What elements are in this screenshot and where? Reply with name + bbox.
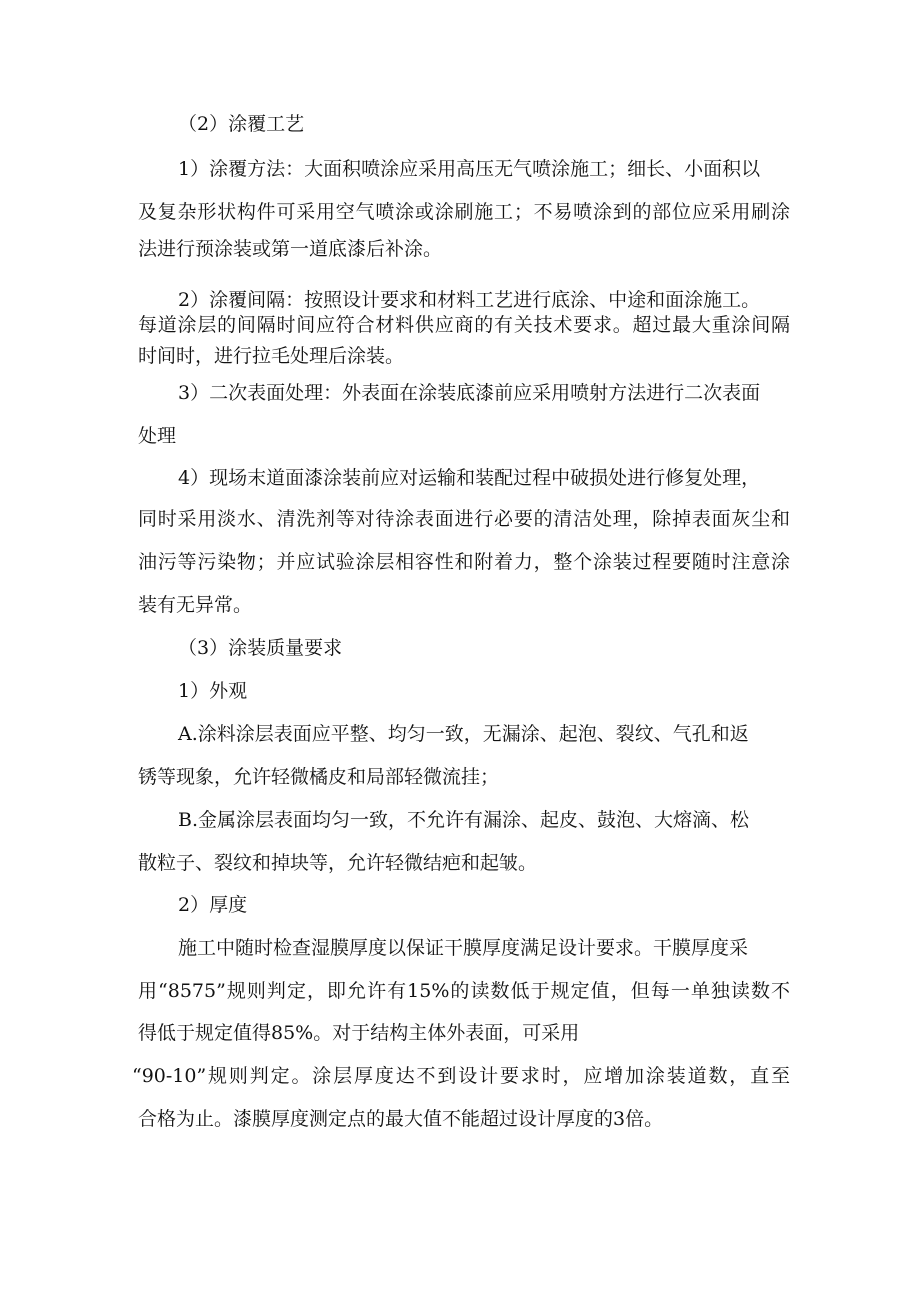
paragraph-line: 处理 (138, 425, 177, 447)
paragraph-line: 法进行预涂装或第一道底漆后补涂。 (138, 238, 443, 260)
paragraph-line: 施工中随时检查湿膜厚度以保证干膜厚度满足设计要求。干膜厚度采 (178, 937, 749, 959)
paragraph-line: 1）涂覆方法：大面积喷涂应采用高压无气喷涂施工；细长、小面积以 (178, 158, 761, 180)
paragraph-line: 合格为止。漆膜厚度测定点的最大值不能超过设计厚度的3倍。 (138, 1108, 664, 1130)
paragraph-line: 用“8575”规则判定，即允许有15%的读数低于规定值，但每一单独读数不 (138, 980, 790, 1002)
paragraph-line: 同时采用淡水、清洗剂等对待涂表面进行必要的清洁处理，除掉表面灰尘和 (138, 508, 790, 530)
paragraph-line: 得低于规定值得85%。对于结构主体外表面，可采用 (138, 1022, 580, 1044)
paragraph-line: 及复杂形状构件可采用空气喷涂或涂刷施工；不易喷涂到的部位应采用刷涂 (138, 201, 790, 223)
paragraph-line: 装有无异常。 (138, 594, 253, 616)
paragraph-line: 时间时，进行拉毛处理后涂装。 (138, 345, 405, 367)
paragraph-line: 油污等污染物；并应试验涂层相容性和附着力，整个涂装过程要随时注意涂 (138, 551, 790, 573)
paragraph-line: 锈等现象，允许轻微橘皮和局部轻微流挂； (138, 766, 500, 788)
paragraph-line: “90-10”规则判定。涂层厚度达不到设计要求时，应增加涂装道数，直至 (132, 1065, 790, 1087)
paragraph-line: 2）涂覆间隔：按照设计要求和材料工艺进行底涂、中途和面涂施工。 (178, 289, 761, 311)
subheading-appearance: 1）外观 (178, 680, 248, 702)
section-heading-coating-process: （2）涂覆工艺 (178, 113, 305, 135)
paragraph-line: 每道涂层的间隔时间应符合材料供应商的有关技术要求。超过最大重涂间隔 (138, 314, 790, 336)
paragraph-line: 4）现场末道面漆涂装前应对运输和装配过程中破损处进行修复处理， (178, 467, 761, 489)
paragraph-line: 3）二次表面处理：外表面在涂装底漆前应采用喷射方法进行二次表面 (178, 382, 761, 404)
paragraph-line: B.金属涂层表面均匀一致，不允许有漏涂、起皮、鼓泡、大熔滴、松 (178, 809, 750, 831)
section-heading-quality-requirements: （3）涂装质量要求 (178, 637, 343, 659)
paragraph-line: A.涂料涂层表面应平整、均匀一致，无漏涂、起泡、裂纹、气孔和返 (178, 723, 749, 745)
subheading-thickness: 2）厚度 (178, 894, 248, 916)
paragraph-line: 散粒子、裂纹和掉块等，允许轻微结疤和起皱。 (138, 852, 538, 874)
